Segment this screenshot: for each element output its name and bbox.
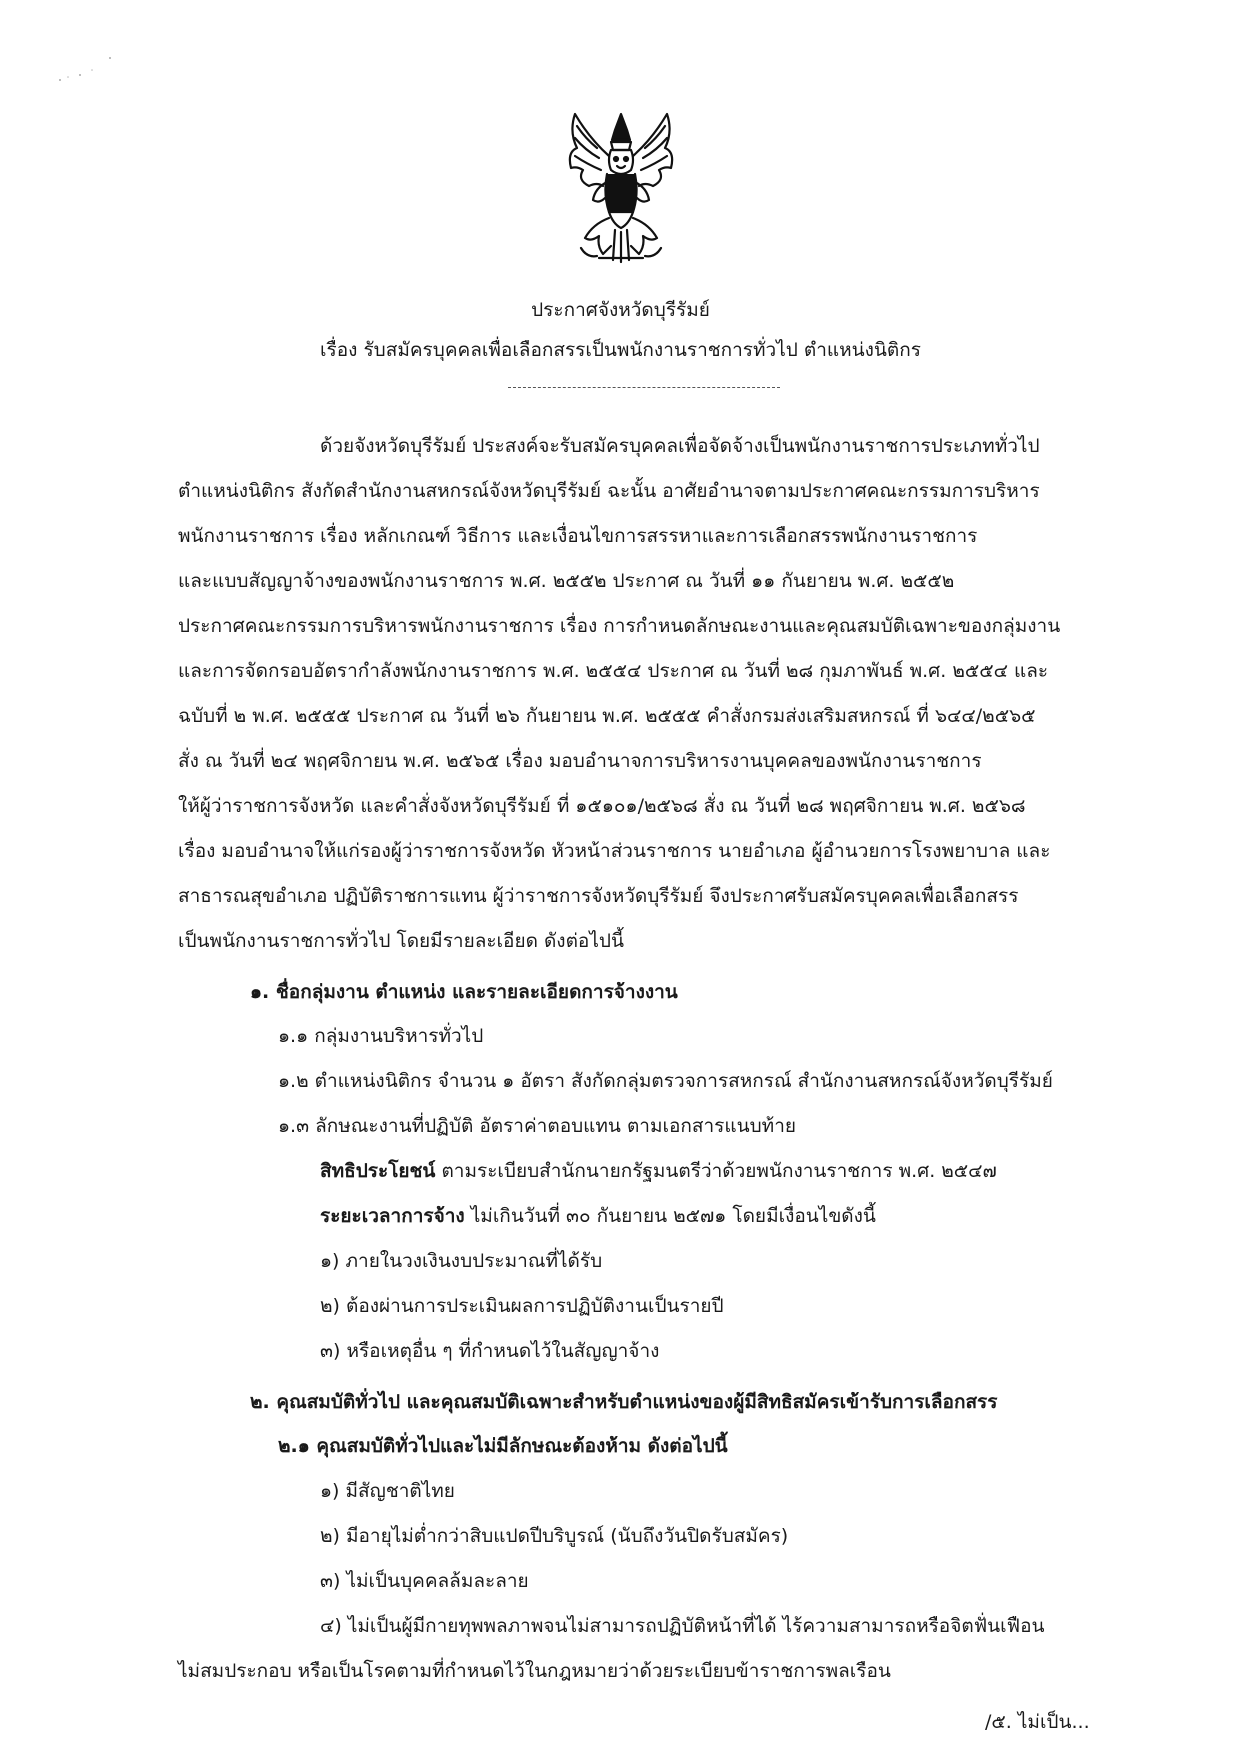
qualification-4: ๔) ไม่เป็นผู้มีกายทุพพลภาพจนไม่สามารถปฏิบัติหน้าที่ได้ ไร้ความสามารถหรือจิตฟั่นเฟือน bbox=[320, 1615, 1045, 1637]
title-divider bbox=[508, 387, 780, 388]
qualification-3: ๓) ไม่เป็นบุคคลล้มละลาย bbox=[320, 1570, 529, 1592]
section-1-1: ๑.๑ กลุ่มงานบริหารทั่วไป bbox=[278, 1025, 484, 1047]
period-text: ไม่เกินวันที่ ๓๐ กันยายน ๒๕๗๑ โดยมีเงื่อนไขดังนี้ bbox=[470, 1205, 876, 1227]
period-label: ระยะเวลาการจ้าง bbox=[320, 1205, 465, 1227]
qualification-4-cont: ไม่สมประกอบ หรือเป็นโรคตามที่กำหนดไว้ในกฎหมายว่าด้วยระเบียบข้าราชการพลเรือน bbox=[178, 1660, 891, 1682]
intro-line-2: ตำแหน่งนิติกร สังกัดสำนักงานสหกรณ์จังหวัดบุรีรัมย์ ฉะนั้น อาศัยอำนาจตามประกาศคณะกรรมการบริหาร bbox=[178, 480, 1040, 502]
scan-specks bbox=[50, 50, 130, 90]
section-2-1-heading: ๒.๑ คุณสมบัติทั่วไปและไม่มีลักษณะต้องห้าม ดังต่อไปนี้ bbox=[278, 1435, 728, 1457]
condition-2: ๒) ต้องผ่านการประเมินผลการปฏิบัติงานเป็นรายปี bbox=[320, 1295, 724, 1317]
benefit-line bbox=[320, 1159, 997, 1183]
intro-line-12: เป็นพนักงานราชการทั่วไป โดยมีรายละเอียด ดังต่อไปนี้ bbox=[178, 930, 624, 952]
section-1-3: ๑.๓ ลักษณะงานที่ปฏิบัติ อัตราค่าตอบแทน ตามเอกสารแนบท้าย bbox=[278, 1115, 796, 1137]
section-1-heading: ๑. ชื่อกลุ่มงาน ตำแหน่ง และรายละเอียดการจ้างงาน bbox=[250, 981, 678, 1003]
period-line bbox=[320, 1204, 876, 1228]
qualification-2: ๒) มีอายุไม่ต่ำกว่าสิบแปดปีบริบูรณ์ (นับถึงวันปิดรับสมัคร) bbox=[320, 1525, 789, 1547]
intro-line-11: สาธารณสุขอำเภอ ปฏิบัติราชการแทน ผู้ว่าราชการจังหวัดบุรีรัมย์ จึงประกาศรับสมัครบุคคลเพื่อเลือกสรร bbox=[178, 885, 1019, 907]
page-title: ประกาศจังหวัดบุรีรัมย์ bbox=[531, 299, 710, 321]
benefit-label: สิทธิประโยชน์ bbox=[320, 1160, 436, 1182]
condition-1: ๑) ภายในวงเงินงบประมาณที่ได้รับ bbox=[320, 1250, 603, 1272]
qualification-1: ๑) มีสัญชาติไทย bbox=[320, 1480, 455, 1502]
intro-line-1: ด้วยจังหวัดบุรีรัมย์ ประสงค์จะรับสมัครบุคคลเพื่อจัดจ้างเป็นพนักงานราชการประเภททั่วไป bbox=[320, 435, 1040, 457]
garuda-emblem-icon bbox=[563, 108, 679, 266]
intro-line-3: พนักงานราชการ เรื่อง หลักเกณฑ์ วิธีการ และเงื่อนไขการสรรหาและการเลือกสรรพนักงานราชการ bbox=[178, 525, 978, 547]
subject-line: เรื่อง รับสมัครบุคคลเพื่อเลือกสรรเป็นพนักงานราชการทั่วไป ตำแหน่งนิติกร bbox=[320, 339, 921, 361]
condition-3: ๓) หรือเหตุอื่น ๆ ที่กำหนดไว้ในสัญญาจ้าง bbox=[320, 1340, 660, 1362]
intro-line-8: สั่ง ณ วันที่ ๒๔ พฤศจิกายน พ.ศ. ๒๕๖๕ เรื่อง มอบอำนาจการบริหารงานบุคคลของพนักงานราชการ bbox=[178, 750, 982, 772]
continuation-marker: /๕. ไม่เป็น... bbox=[985, 1711, 1090, 1733]
intro-line-6: และการจัดกรอบอัตรากำลังพนักงานราชการ พ.ศ. ๒๕๕๔ ประกาศ ณ วันที่ ๒๘ กุมภาพันธ์ พ.ศ. ๒๕๕๔ และ bbox=[178, 660, 1049, 682]
intro-line-10: เรื่อง มอบอำนาจให้แก่รองผู้ว่าราชการจังหวัด หัวหน้าส่วนราชการ นายอำเภอ ผู้อำนวยการโรงพยาบาล และ bbox=[178, 840, 1051, 862]
intro-line-9: ให้ผู้ว่าราชการจังหวัด และคำสั่งจังหวัดบุรีรัมย์ ที่ ๑๕๑๐๑/๒๕๖๘ สั่ง ณ วันที่ ๒๘ พฤศจิกายน พ.ศ. ๒๕๖๘ bbox=[178, 795, 1026, 817]
intro-line-4: และแบบสัญญาจ้างของพนักงานราชการ พ.ศ. ๒๕๕๒ ประกาศ ณ วันที่ ๑๑ กันยายน พ.ศ. ๒๕๕๒ bbox=[178, 570, 955, 592]
benefit-text: ตามระเบียบสำนักนายกรัฐมนตรีว่าด้วยพนักงานราชการ พ.ศ. ๒๕๔๗ bbox=[441, 1160, 997, 1182]
section-2-heading: ๒. คุณสมบัติทั่วไป และคุณสมบัติเฉพาะสำหรับตำแหน่งของผู้มีสิทธิสมัครเข้ารับการเลือกสรร bbox=[250, 1391, 998, 1413]
intro-line-7: ฉบับที่ ๒ พ.ศ. ๒๕๕๕ ประกาศ ณ วันที่ ๒๖ กันยายน พ.ศ. ๒๕๕๕ คำสั่งกรมส่งเสริมสหกรณ์ ที่ ๖๔๔/๒๕๖๕ bbox=[178, 705, 1036, 727]
section-1-2: ๑.๒ ตำแหน่งนิติกร จำนวน ๑ อัตรา สังกัดกลุ่มตรวจการสหกรณ์ สำนักงานสหกรณ์จังหวัดบุรีรัมย์ bbox=[278, 1070, 1053, 1092]
intro-line-5: ประกาศคณะกรรมการบริหารพนักงานราชการ เรื่อง การกำหนดลักษณะงานและคุณสมบัติเฉพาะของกลุ่มงาน bbox=[178, 615, 1061, 637]
